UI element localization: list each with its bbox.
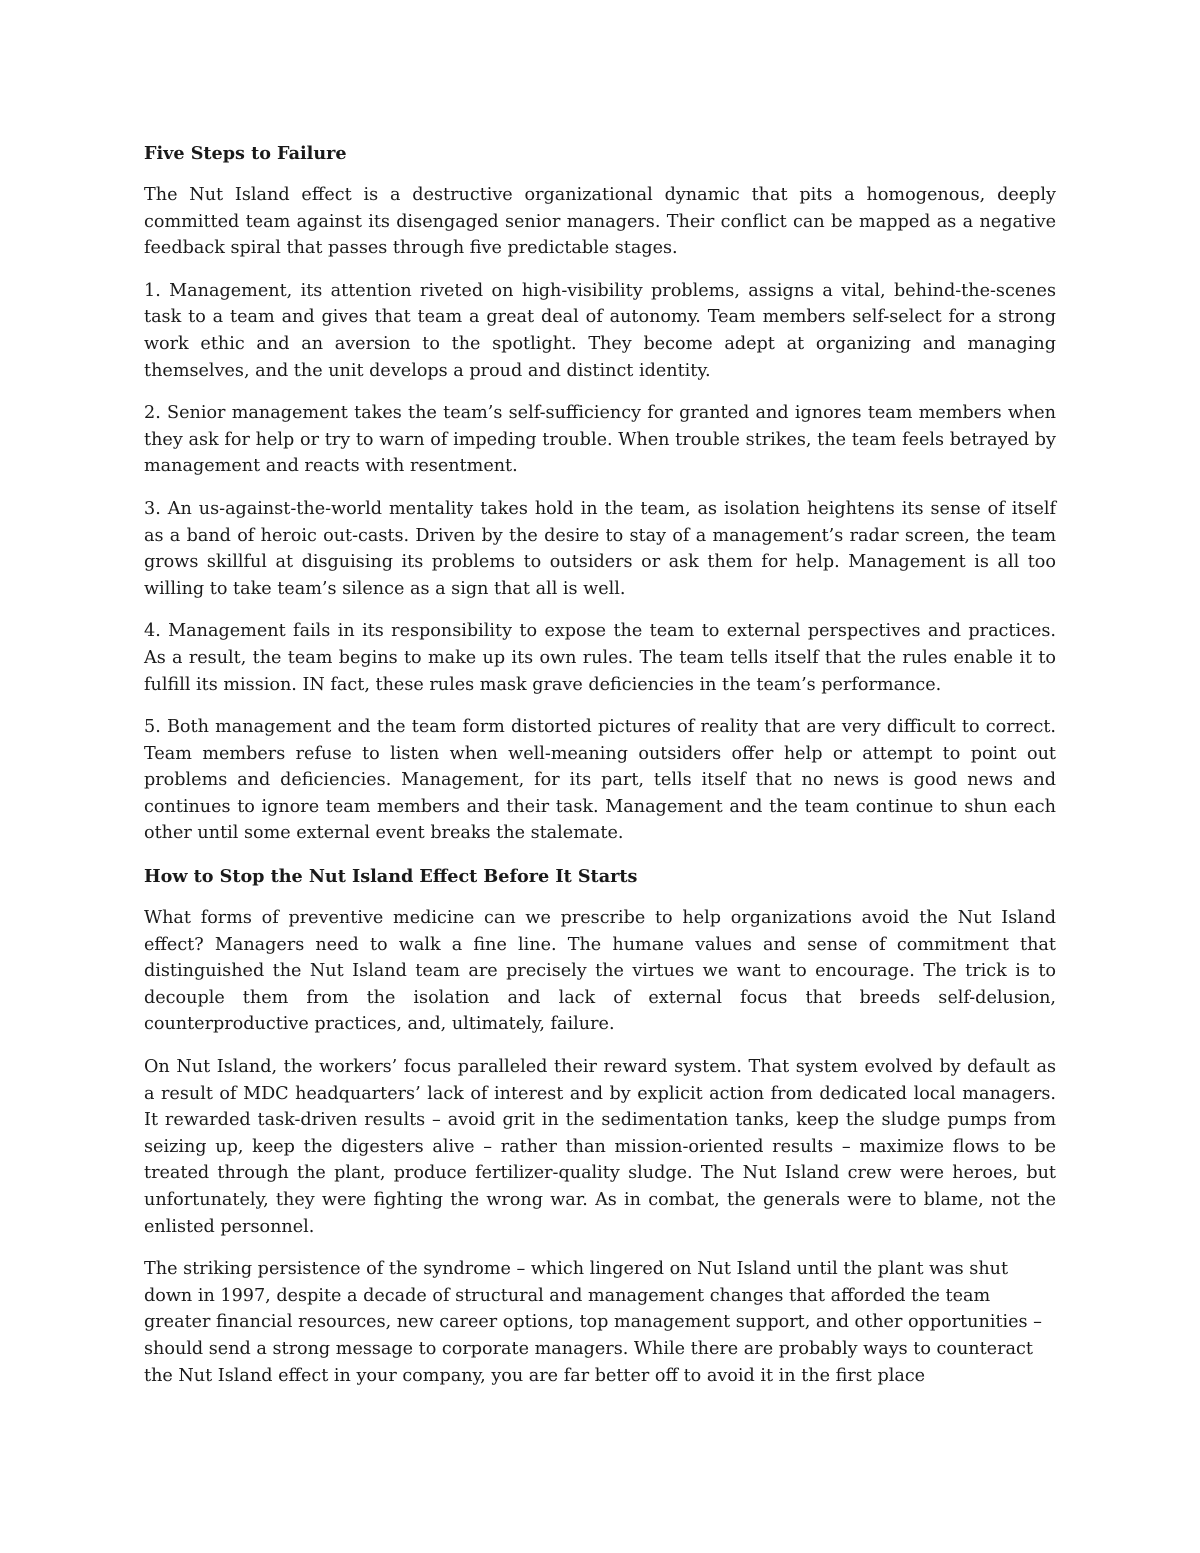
- step-3-paragraph: 3. An us-against-the-world mentality takes hold in the team, as isolation heightens its sense of itself as a band of heroic out-casts. Driven by the desire to stay of a management’s radar screen, the team grows skillful at disguising its problems to outsiders or ask them for help. Management is all too willing to take team’s silence as a sign that all is well.: [144, 498, 1056, 599]
- document-page: [144, 140, 1056, 1405]
- section-how-to-stop: [144, 863, 1056, 1389]
- section-five-steps: [144, 140, 1056, 847]
- intro-paragraph: The Nut Island effect is a destructive organizational dynamic that pits a homogenous, deeply committed team against its disengaged senior managers. Their conflict can be mapped as a negative feedback spiral that passes through five predictable stages.: [144, 185, 1056, 259]
- step-4-paragraph: 4. Management fails in its responsibility to expose the team to external perspectives and practices. As a result, the team begins to make up its own rules. The team tells itself that the rules enable it to fulfill its mission. IN fact, these rules mask grave deficiencies in the team’s performance.: [144, 621, 1056, 695]
- body-paragraph: What forms of preventive medicine can we prescribe to help organizations avoid the Nut Island effect? Managers need to walk a fine line. The humane values and sense of commitment that distinguished the Nut Island team are precisely the virtues we want to encourage. The trick is to decouple them from the isolation and lack of external focus that breeds self-delusion, counterproductive practices, and, ultimately, failure.: [144, 908, 1056, 1035]
- step-5-paragraph: 5. Both management and the team form distorted pictures of reality that are very difficult to correct. Team members refuse to listen when well-meaning outsiders offer help or attempt to point out problems and deficiencies. Management, for its part, tells itself that no news is good news and continues to ignore team members and their task. Management and the team continue to shun each other until some external event breaks the stalemate.: [144, 717, 1056, 844]
- section-heading: Five Steps to Failure: [144, 143, 347, 164]
- body-paragraph: On Nut Island, the workers’ focus paralleled their reward system. That system evolved by default as a result of MDC headquarters’ lack of interest and by explicit action from dedicated local managers. It rewarded task-driven results – avoid grit in the sedimentation tanks, keep the sludge pumps from seizing up, keep the digesters alive – rather than mission-oriented results – maximize flows to be treated through the plant, produce fertilizer-quality sludge. The Nut Island crew were heroes, but unfortunately, they were fighting the wrong war. As in combat, the generals were to blame, not the enlisted personnel.: [144, 1057, 1056, 1237]
- section-heading: How to Stop the Nut Island Effect Before It Starts: [144, 866, 638, 888]
- step-2-paragraph: 2. Senior management takes the team’s self-sufficiency for granted and ignores team members when they ask for help or try to warn of impeding trouble. When trouble strikes, the team feels betrayed by management and reacts with resentment.: [144, 403, 1056, 477]
- step-1-paragraph: 1. Management, its attention riveted on high-visibility problems, assigns a vital, behind-the-scenes task to a team and gives that team a great deal of autonomy. Team members self-select for a strong work ethic and an aversion to the spotlight. They become adept at organizing and managing themselves, and the unit develops a proud and distinct identity.: [144, 280, 1056, 381]
- body-paragraph: The striking persistence of the syndrome – which lingered on Nut Island until the plant was shut down in 1997, despite a decade of structural and management changes that afforded the team greater financial resources, new career options, top management support, and other opportunities – should send a strong message to corporate managers. While there are probably ways to counteract the Nut Island effect in your company, you are far better off to avoid it in the first place: [144, 1259, 1042, 1386]
